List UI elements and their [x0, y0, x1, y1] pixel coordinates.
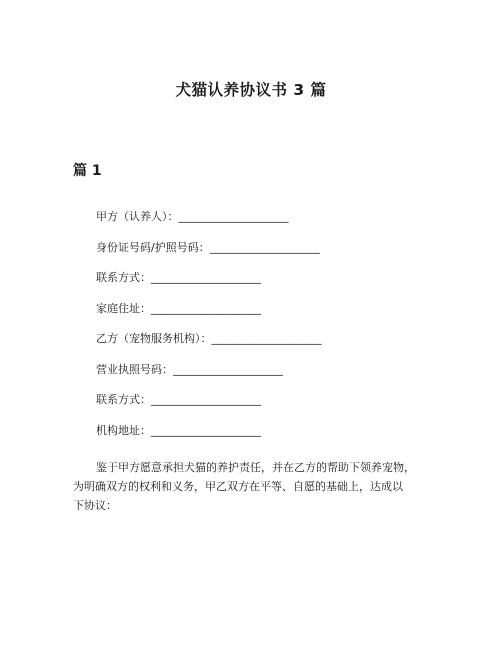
field-party-b-contact: 联系方式：____________________ [96, 393, 261, 406]
field-party-a-address: 家庭住址：____________________ [96, 301, 261, 315]
field-party-b-address: 机构地址：____________________ [96, 423, 261, 437]
paragraph-line: 鉴于甲方愿意承担犬猫的养护责任，并在乙方的帮助下领养宠物， [96, 461, 415, 474]
party-info-fields [96, 210, 322, 454]
document-title: 犬猫认养协议书 3 篇 [175, 81, 327, 99]
agreement-intro-paragraph [73, 458, 443, 515]
field-party-b-license: 营业执照号码：____________________ [96, 362, 283, 376]
paragraph-line: 为明确双方的权利和义务，甲乙双方在平等、自愿的基础上，达成以 [73, 480, 403, 493]
paragraph-line: 下协议： [73, 499, 117, 512]
field-party-a-contact: 联系方式：____________________ [96, 271, 261, 284]
field-party-a-id: 身份证号码/护照号码：____________________ [96, 240, 320, 254]
section-heading: 篇 1 [73, 163, 102, 179]
field-party-b: 乙方（宠物服务机构）：____________________ [96, 332, 322, 345]
field-party-a: 甲方（认养人）：____________________ [96, 210, 289, 223]
